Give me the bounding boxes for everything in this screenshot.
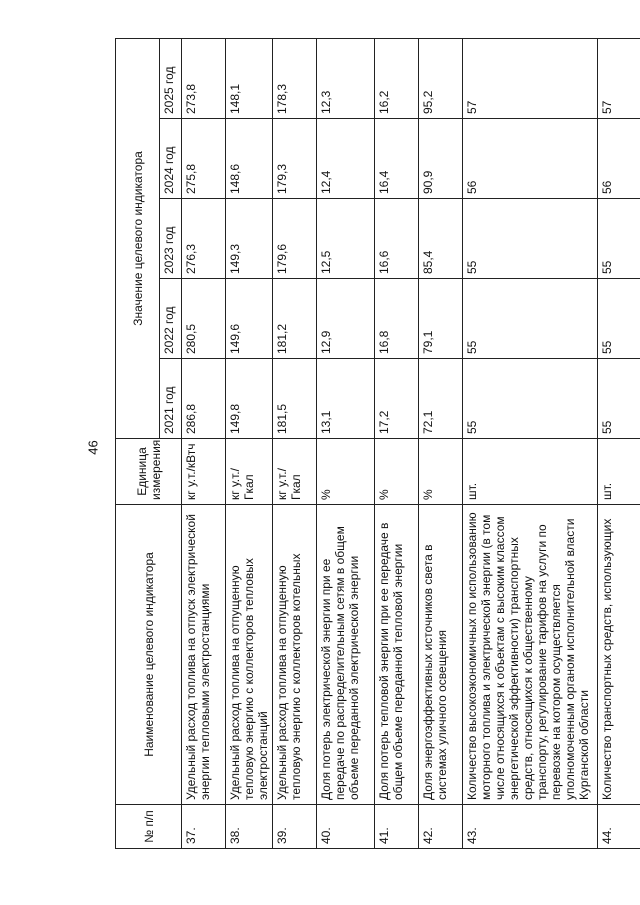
row-value: 181,5 [273, 359, 317, 439]
table-row [375, 38, 419, 848]
row-value: 55 [598, 279, 640, 359]
header-year: 2025 год [160, 38, 182, 118]
row-value: 57 [598, 38, 640, 118]
row-value: 12,4 [317, 119, 375, 199]
table-row [419, 38, 463, 848]
header-name: Наименование целевого индикатора [116, 505, 182, 805]
row-value: 149,8 [226, 359, 273, 439]
row-name: Доля потерь электрической энергии при ее передаче по распределительным сетям в общем объеме переданной электрической энергии [317, 505, 375, 805]
table-row [598, 38, 640, 848]
row-name: Удельный расход топлива на отпуск электрической энергии тепловыми электростанциями [182, 505, 226, 805]
row-value: 79,1 [419, 279, 463, 359]
row-value: 16,2 [375, 38, 419, 118]
row-num: 41. [375, 805, 419, 849]
row-value: 148,1 [226, 38, 273, 118]
table-row [463, 38, 598, 848]
row-value: 286,8 [182, 359, 226, 439]
indicator-table-container [115, 39, 614, 849]
row-value: 55 [598, 359, 640, 439]
table-row [226, 38, 273, 848]
row-value: 72,1 [419, 359, 463, 439]
row-value: 149,3 [226, 199, 273, 279]
row-name: Доля потерь тепловой энергии при ее передаче в общем объеме переданной тепловой энергии [375, 505, 419, 805]
header-unit: Единица измерения [116, 439, 182, 505]
header-values-group: Значение целевого индикатора [116, 38, 160, 438]
row-unit: % [317, 439, 375, 505]
row-value: 55 [463, 279, 598, 359]
row-value: 178,3 [273, 38, 317, 118]
row-num: 38. [226, 805, 273, 849]
row-unit: шт. [463, 439, 598, 505]
row-value: 276,3 [182, 199, 226, 279]
row-value: 12,5 [317, 199, 375, 279]
header-year: 2022 год [160, 279, 182, 359]
header-year: 2023 год [160, 199, 182, 279]
indicator-table [115, 38, 640, 849]
row-value: 13,1 [317, 359, 375, 439]
row-value: 181,2 [273, 279, 317, 359]
row-value: 179,6 [273, 199, 317, 279]
row-name: Удельный расход топлива на отпущенную тепловую энергию с коллекторов тепловых электростанций [226, 505, 273, 805]
row-value: 12,9 [317, 279, 375, 359]
row-value: 55 [463, 199, 598, 279]
row-value: 56 [463, 119, 598, 199]
row-value: 17,2 [375, 359, 419, 439]
row-num: 42. [419, 805, 463, 849]
row-name: Количество высокоэкономичных по использованию моторного топлива и электрической энергии (в том числе относящихся к объектам с высоким классом энергетической эффективности) транспортных средств, относящихся к общественному транспорту, регулирование тарифов на услуги по перевозке на котором осуществляется уполномоченным органом исполнительной власти Курганской области [463, 505, 598, 805]
row-unit: кг у.т./кВтч [182, 439, 226, 505]
table-row [317, 38, 375, 848]
row-value: 273,8 [182, 38, 226, 118]
row-value: 16,6 [375, 199, 419, 279]
row-unit: кг у.т./Гкал [273, 439, 317, 505]
row-value: 56 [598, 119, 640, 199]
row-name: Количество транспортных средств, использующих [598, 505, 640, 805]
page-number: 46 [85, 440, 101, 455]
header-year: 2024 год [160, 119, 182, 199]
row-name: Доля энергоэффективных источников света в системах уличного освещения [419, 505, 463, 805]
row-value: 179,3 [273, 119, 317, 199]
row-value: 85,4 [419, 199, 463, 279]
row-value: 275,8 [182, 119, 226, 199]
row-num: 40. [317, 805, 375, 849]
header-num: № п/п [116, 805, 182, 849]
row-value: 149,6 [226, 279, 273, 359]
row-value: 55 [598, 199, 640, 279]
row-value: 95,2 [419, 38, 463, 118]
row-unit: шт. [598, 439, 640, 505]
row-name: Удельный расход топлива на отпущенную тепловую энергию с коллекторов котельных [273, 505, 317, 805]
row-num: 37. [182, 805, 226, 849]
row-value: 90,9 [419, 119, 463, 199]
row-num: 44. [598, 805, 640, 849]
row-value: 12,3 [317, 38, 375, 118]
row-num: 39. [273, 805, 317, 849]
row-unit: кг у.т./Гкал [226, 439, 273, 505]
header-year: 2021 год [160, 359, 182, 439]
row-value: 280,5 [182, 279, 226, 359]
row-value: 16,8 [375, 279, 419, 359]
table-row [273, 38, 317, 848]
table-row [182, 38, 226, 848]
row-unit: % [375, 439, 419, 505]
row-num: 43. [463, 805, 598, 849]
row-value: 57 [463, 38, 598, 118]
row-value: 55 [463, 359, 598, 439]
row-value: 16,4 [375, 119, 419, 199]
row-unit: % [419, 439, 463, 505]
row-value: 148,6 [226, 119, 273, 199]
